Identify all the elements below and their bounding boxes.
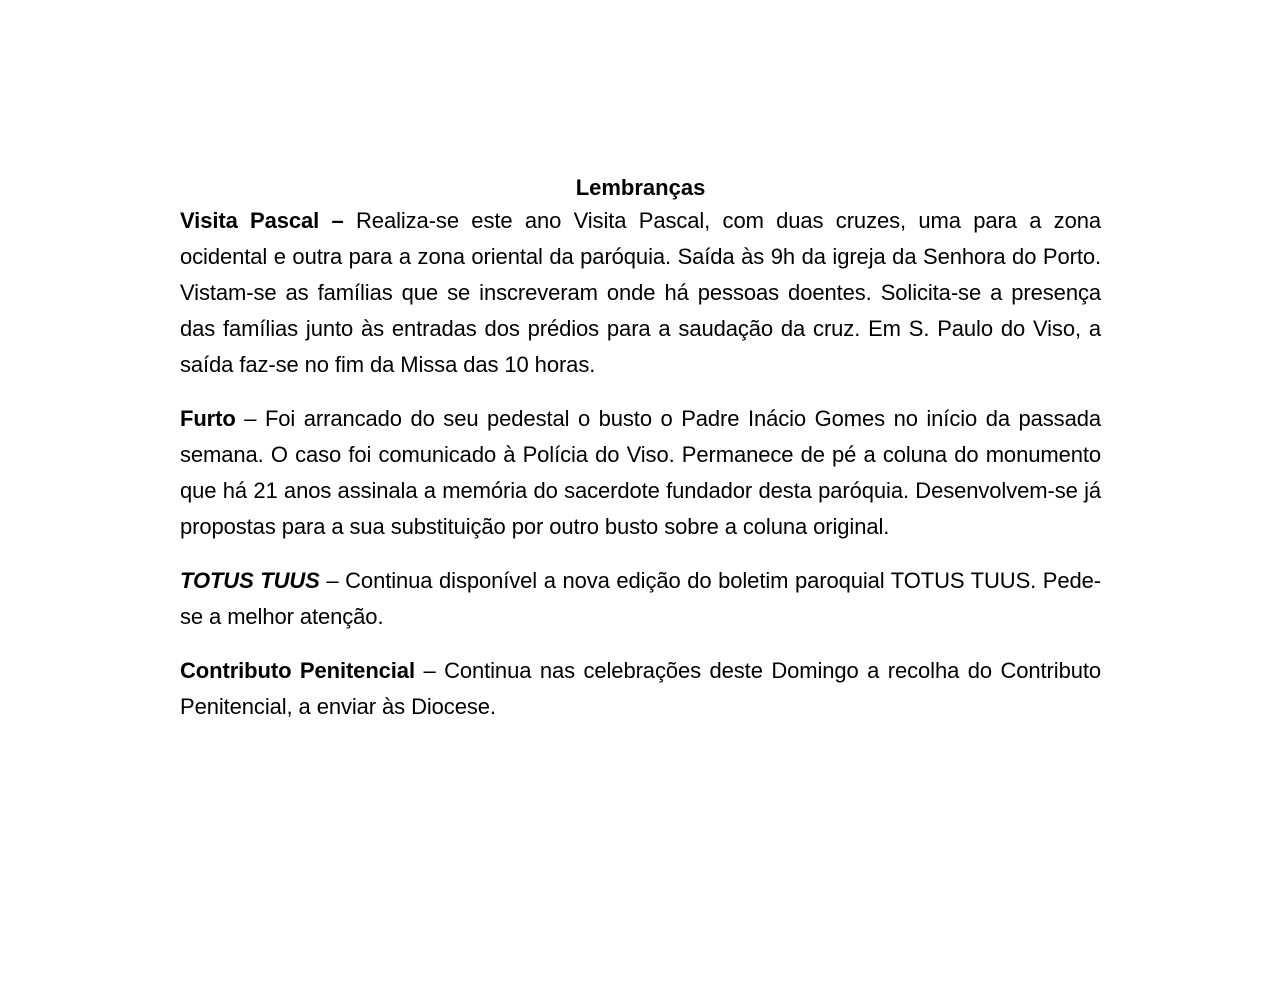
paragraph-visita-pascal [180, 203, 1101, 383]
document-page [180, 173, 1101, 743]
paragraph-totus-tuus [180, 563, 1101, 635]
paragraph-furto [180, 401, 1101, 545]
paragraph-text-contributo-penitencial: – Continua nas celebrações deste Domingo a recolha do Contributo Penitencial, a enviar às Diocese. [180, 658, 1101, 719]
document-title: Lembranças [575, 175, 706, 200]
paragraph-text-furto: – Foi arrancado do seu pedestal o busto o Padre Inácio Gomes no início da passada semana. O caso foi comunicado à Polícia do Viso. Permanece de pé a coluna do monumento que há 21 anos assinala a memória do sacerdote fundador desta paróquia. Desenvolvem-se já propostas para a sua substituição por outro busto sobre a coluna original. [180, 406, 1101, 539]
paragraph-lead-contributo-penitencial: Contributo Penitencial [180, 658, 415, 683]
paragraph-lead-totus-tuus: TOTUS TUUS [180, 568, 320, 593]
paragraph-lead-visita-pascal: Visita Pascal – [180, 208, 344, 233]
paragraph-contributo-penitencial [180, 653, 1101, 725]
paragraph-lead-furto: Furto [180, 406, 236, 431]
paragraph-text-visita-pascal: Realiza-se este ano Visita Pascal, com duas cruzes, uma para a zona ocidental e outra para a zona oriental da paróquia. Saída às 9h da igreja da Senhora do Porto. Vistam-se as famílias que se inscreveram onde há pessoas doentes. Solicita-se a presença das famílias junto às entradas dos prédios para a saudação da cruz. Em S. Paulo do Viso, a saída faz-se no fim da Missa das 10 horas. [180, 208, 1101, 377]
paragraph-text-totus-tuus: – Continua disponível a nova edição do boletim paroquial TOTUS TUUS. Pede-se a melhor atenção. [180, 568, 1102, 629]
